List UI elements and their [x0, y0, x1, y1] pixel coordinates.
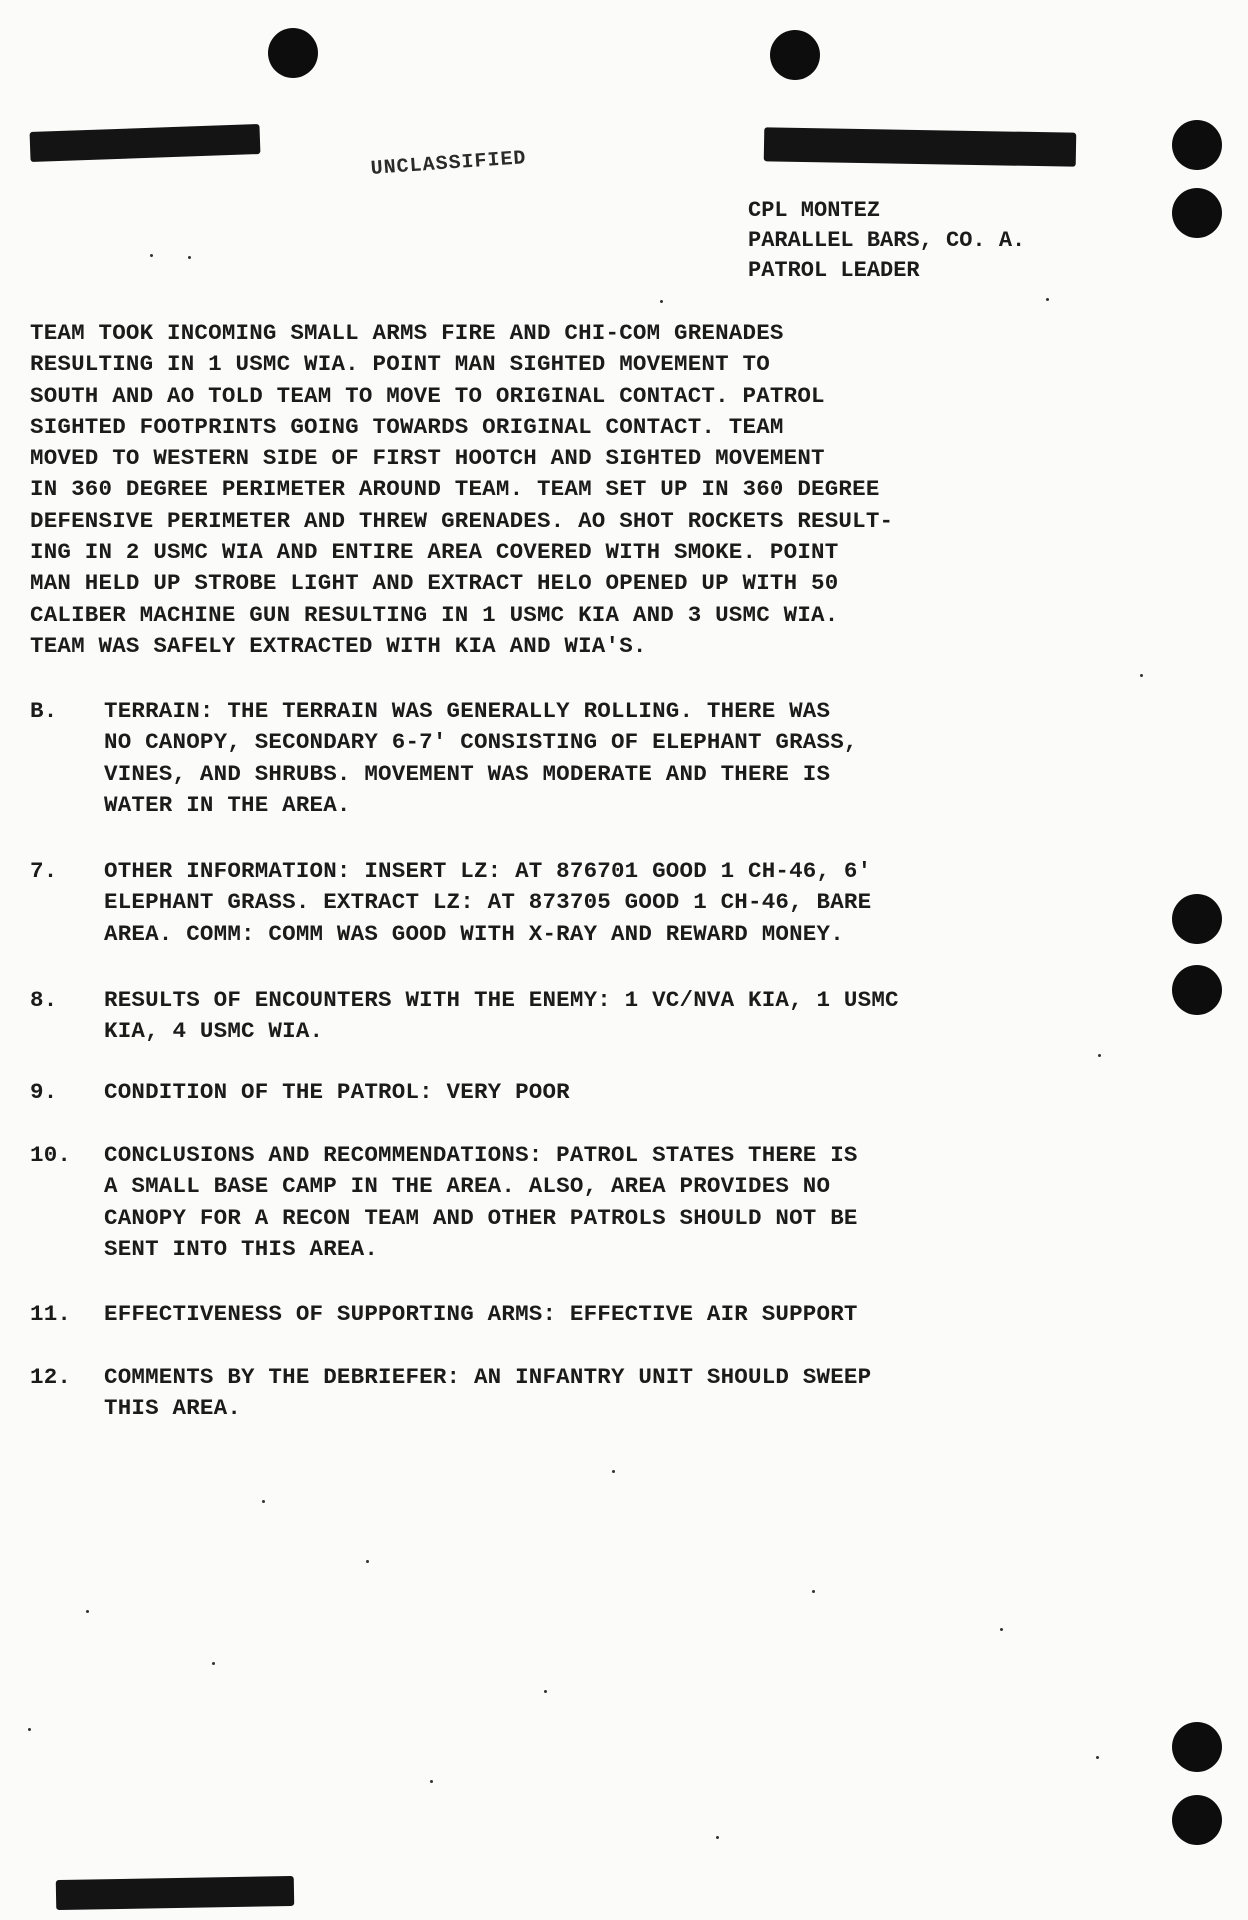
- punch-hole-top-right: [770, 30, 820, 80]
- scan-speck: [150, 254, 153, 257]
- section-number: 8.: [30, 987, 58, 1013]
- punch-hole-right-3: [1172, 894, 1222, 944]
- narrative-line: SOUTH AND AO TOLD TEAM TO MOVE TO ORIGINAL CONTACT. PATROL: [30, 382, 825, 409]
- section-number: 9.: [30, 1079, 58, 1105]
- section-line: CANOPY FOR A RECON TEAM AND OTHER PATROLS SHOULD NOT BE: [104, 1204, 858, 1231]
- narrative-line: DEFENSIVE PERIMETER AND THREW GRENADES. AO SHOT ROCKETS RESULT-: [30, 507, 894, 534]
- section-line: A SMALL BASE CAMP IN THE AREA. ALSO, AREA PROVIDES NO: [104, 1173, 831, 1200]
- section-line: VINES, AND SHRUBS. MOVEMENT WAS MODERATE AND THERE IS: [104, 760, 831, 787]
- punch-hole-right-4: [1172, 965, 1222, 1015]
- section-line: RESULTS OF ENCOUNTERS WITH THE ENEMY: 1 VC/NVA KIA, 1 USMC: [104, 987, 899, 1013]
- patrol-leader-line: PATROL LEADER: [748, 258, 920, 283]
- section-line: ELEPHANT GRASS. EXTRACT LZ: AT 873705 GOOD 1 CH-46, BARE: [104, 889, 872, 916]
- punch-hole-right-6: [1172, 1795, 1222, 1845]
- scan-speck: [1000, 1628, 1003, 1631]
- scan-speck: [430, 1780, 433, 1783]
- section-line: OTHER INFORMATION: INSERT LZ: AT 876701 GOOD 1 CH-46, 6': [104, 858, 872, 884]
- narrative-line: ING IN 2 USMC WIA AND ENTIRE AREA COVERED WITH SMOKE. POINT: [30, 539, 839, 566]
- narrative-line: CALIBER MACHINE GUN RESULTING IN 1 USMC KIA AND 3 USMC WIA.: [30, 601, 839, 628]
- narrative-line: TEAM WAS SAFELY EXTRACTED WITH KIA AND WIA'S.: [30, 632, 647, 659]
- scan-speck: [1046, 298, 1049, 301]
- section-line: AREA. COMM: COMM WAS GOOD WITH X-RAY AND REWARD MONEY.: [104, 920, 844, 947]
- scan-speck: [812, 1590, 815, 1593]
- section-line: WATER IN THE AREA.: [104, 791, 351, 818]
- scan-speck: [612, 1470, 615, 1473]
- narrative-line: IN 360 DEGREE PERIMETER AROUND TEAM. TEAM SET UP IN 360 DEGREE: [30, 476, 880, 503]
- scan-speck: [1140, 674, 1143, 677]
- scan-speck: [660, 300, 663, 303]
- narrative-line: SIGHTED FOOTPRINTS GOING TOWARDS ORIGINAL CONTACT. TEAM: [30, 413, 784, 440]
- section-number: 11.: [30, 1301, 72, 1327]
- section-number: 7.: [30, 858, 58, 884]
- section-line: CONDITION OF THE PATROL: VERY POOR: [104, 1079, 570, 1105]
- section-number: B.: [30, 698, 58, 724]
- redaction-bar-top-left: [30, 124, 261, 162]
- section-number: 10.: [30, 1142, 72, 1168]
- scan-speck: [262, 1500, 265, 1503]
- narrative-line: TEAM TOOK INCOMING SMALL ARMS FIRE AND CHI-COM GRENADES: [30, 320, 784, 346]
- scan-speck: [544, 1690, 547, 1693]
- punch-hole-right-5: [1172, 1722, 1222, 1772]
- classification-stamp: UNCLASSIFIED: [370, 147, 528, 181]
- punch-hole-right-2: [1172, 188, 1222, 238]
- section-line: KIA, 4 USMC WIA.: [104, 1018, 324, 1045]
- scan-speck: [1096, 1756, 1099, 1759]
- scan-speck: [86, 1610, 89, 1613]
- section-line: THIS AREA.: [104, 1395, 242, 1422]
- section-line: COMMENTS BY THE DEBRIEFER: AN INFANTRY UNIT SHOULD SWEEP: [104, 1364, 872, 1390]
- scan-speck: [212, 1662, 215, 1665]
- redaction-bar-top-right: [764, 127, 1077, 166]
- section-line: SENT INTO THIS AREA.: [104, 1235, 379, 1262]
- patrol-leader-line: CPL MONTEZ: [748, 198, 881, 223]
- section-line: TERRAIN: THE TERRAIN WAS GENERALLY ROLLING. THERE WAS: [104, 698, 831, 724]
- narrative-line: MAN HELD UP STROBE LIGHT AND EXTRACT HELO OPENED UP WITH 50: [30, 570, 839, 597]
- patrol-leader-block: [748, 196, 1025, 286]
- section-number: 12.: [30, 1364, 72, 1390]
- punch-hole-top-left: [268, 28, 318, 78]
- narrative-paragraph: [30, 318, 1180, 662]
- section-line: NO CANOPY, SECONDARY 6-7' CONSISTING OF ELEPHANT GRASS,: [104, 729, 858, 756]
- scan-speck: [188, 256, 191, 259]
- section-line: CONCLUSIONS AND RECOMMENDATIONS: PATROL STATES THERE IS: [104, 1142, 858, 1168]
- redaction-bar-bottom-left: [56, 1876, 294, 1910]
- section-line: EFFECTIVENESS OF SUPPORTING ARMS: EFFECTIVE AIR SUPPORT: [104, 1301, 858, 1327]
- narrative-line: MOVED TO WESTERN SIDE OF FIRST HOOTCH AND SIGHTED MOVEMENT: [30, 445, 825, 472]
- scan-speck: [1098, 1054, 1101, 1057]
- patrol-leader-line: PARALLEL BARS, CO. A.: [748, 228, 1026, 253]
- scan-speck: [366, 1560, 369, 1563]
- punch-hole-right-1: [1172, 120, 1222, 170]
- narrative-line: RESULTING IN 1 USMC WIA. POINT MAN SIGHTED MOVEMENT TO: [30, 351, 770, 378]
- scan-speck: [716, 1836, 719, 1839]
- scan-speck: [28, 1728, 31, 1731]
